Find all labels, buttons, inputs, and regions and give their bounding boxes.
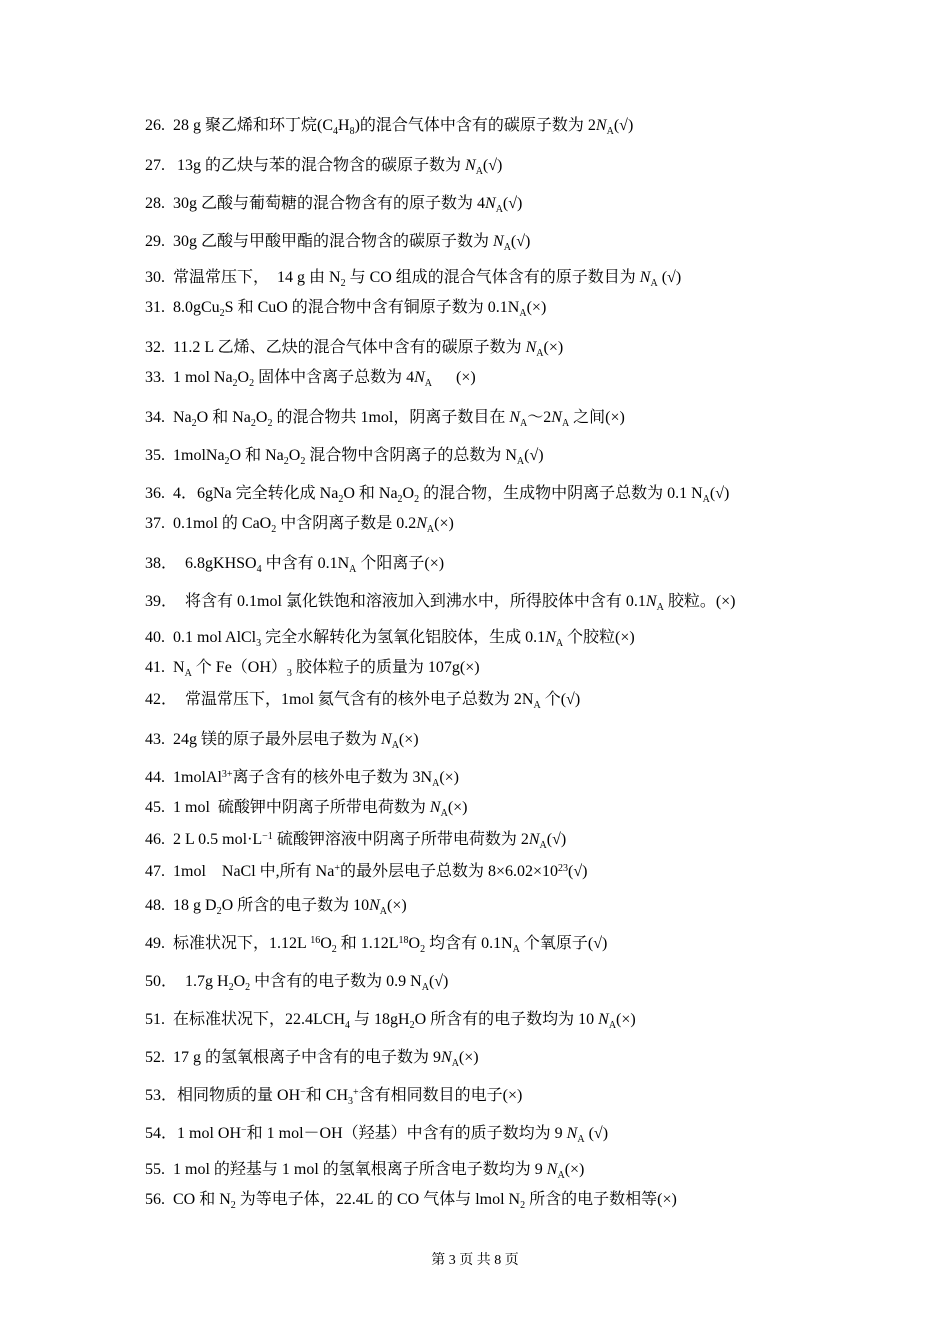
question-item (145, 484, 729, 504)
question-item (145, 338, 563, 358)
question-text: 0.1mol 的 CaO$_2$ 中含阴离子数是 $0.2N_A(\times)$ (165, 515, 454, 535)
question-text: 1 mol 硫酸钾中阴离子所带电荷数为 $N_A(\times)$ (165, 799, 468, 819)
question-number: 55. (145, 1161, 165, 1178)
question-item (145, 1086, 522, 1106)
question-text: 常温常压下， 14 g 由 $N_2$ 与 CO 组成的混合气体含有的原子数目为 $N_A$ (√) (165, 269, 682, 289)
question-text: 将含有 0.1mol 氯化铁饱和溶液加入到沸水中，所得胶体中含有 $0.1N_A$ 胶粒。(×) (177, 593, 736, 613)
question-number: 35. (145, 447, 165, 464)
question-number: 47. (145, 863, 165, 880)
question-item (145, 1010, 636, 1030)
question-item (145, 628, 635, 648)
question-number: 32. (145, 339, 165, 356)
question-number: 46. (145, 831, 165, 848)
question-text: 1 mol 的羟基与 1 mol 的氢氧根离子所含电子数均为 9 $N_A(\times)$ (165, 1161, 585, 1181)
question-item (145, 658, 480, 678)
question-number: 36. (145, 485, 165, 502)
question-text: 1.7g $H_2O_2$ 中含有的电子数为 0.9 $N_A(√)$ (177, 973, 449, 993)
question-item (145, 1160, 584, 1180)
question-text: 30g 乙酸与甲酸甲酯的混合物含的碳原子数为 $N_A(√)$ (165, 233, 531, 253)
question-number: 50． (145, 973, 178, 990)
question-text: 1molAl$^{3+}$离子含有的核外电子数为 $3N_A(\times)$ (165, 769, 460, 789)
question-text: 6.8gKHSO$_4$ 中含有 $0.1N_A$ 个阳离子(×) (177, 555, 445, 575)
question-number: 34. (145, 409, 165, 426)
question-item (145, 798, 468, 818)
question-number: 52. (145, 1049, 165, 1066)
question-number: 27. (145, 157, 165, 174)
question-item (145, 1124, 608, 1144)
question-number: 40. (145, 629, 165, 646)
question-text: 13g 的乙炔与苯的混合物含的碳原子数为 $N_A(√)$ (165, 157, 503, 177)
question-item (145, 156, 502, 176)
question-number: 51. (145, 1011, 165, 1028)
question-number: 37. (145, 515, 165, 532)
question-number: 54． (145, 1125, 178, 1142)
question-item (145, 592, 736, 612)
question-item (145, 268, 681, 288)
question-number: 49. (145, 935, 165, 952)
question-number: 45. (145, 799, 165, 816)
question-text: 11.2 L 乙烯、乙炔的混合气体中含有的碳原子数为 $N_A(\times)$ (165, 339, 564, 359)
question-text: $Na_2O$ 和 $Na_2O_2$ 的混合物共 1mol，阴离子数目在 $N_A\sim 2N_A$ 之间(×) (165, 409, 625, 429)
question-number: 38． (145, 555, 178, 572)
question-text: 2 L 0.5 $mol\cdot L^{-1}$ 硫酸钾溶液中阴离子所带电荷数为 $2N_A(√)$ (165, 831, 567, 851)
question-item (145, 232, 530, 252)
question-text: 24g 镁的原子最外层电子数为 $N_A(\times)$ (165, 731, 419, 751)
question-number: 39． (145, 593, 178, 610)
question-item (145, 298, 546, 318)
question-text: 1 mol $Na_2O_2$ 固体中含离子总数为 $4N_A$ (×) (165, 369, 476, 389)
question-text: 4．6gNa 完全转化成 $Na_2O$ 和 $Na_2O_2$ 的混合物，生成物中阴离子总数为 0.1 $N_A(√)$ (165, 485, 730, 505)
question-text: 1molNa$_2$O 和 $Na_2O_2$ 混合物中含阴离子的总数为 $N_A(√)$ (165, 447, 544, 467)
question-item (145, 554, 444, 574)
question-text: 30g 乙酸与葡萄糖的混合物含有的原子数为 $4N_A(√)$ (165, 195, 523, 215)
question-number: 33. (145, 369, 165, 386)
page-footer: 第 3 页 共 8 页 (431, 1253, 519, 1268)
question-text: 0.1 mol AlCl$_3$ 完全水解转化为氢氧化铝胶体，生成 $0.1N_A$ 个胶粒(×) (165, 629, 635, 649)
question-item (145, 768, 459, 788)
question-number: 42． (145, 691, 178, 708)
question-item (145, 1048, 479, 1068)
question-item (145, 194, 522, 214)
question-item (145, 514, 454, 534)
question-number: 44. (145, 769, 165, 786)
question-text: 8.0gCu$_2$S 和 CuO 的混合物中含有铜原子数为 $0.1N_A(\times)$ (165, 299, 547, 319)
question-item (145, 830, 566, 850)
question-number: 48. (145, 897, 165, 914)
question-item (145, 690, 580, 710)
question-text: 28 g 聚乙烯和环丁烷$(C_4H_8)$的混合气体中含有的碳原子数为 $2N_A(√)$ (165, 117, 634, 137)
question-item (145, 934, 607, 954)
question-item (145, 408, 625, 428)
question-text: 相同物质的量 OH−和 $CH_3^+$含有相同数目的电子(×) (177, 1087, 523, 1107)
question-text: $N_A$ 个 $Fe(OH)_3$ 胶体粒子的质量为 107g(×) (165, 659, 480, 679)
question-item (145, 1190, 677, 1210)
question-text: 18 g $D_2O$ 所含的电子数为 $10N_A(\times)$ (165, 897, 407, 917)
question-number: 29. (145, 233, 165, 250)
question-text: CO 和 $N_2$ 为等电子体，22.4L 的 CO 气体与 lmol $N_2$ 所含的电子数相等(×) (165, 1191, 677, 1211)
question-item (145, 862, 587, 882)
question-item (145, 972, 448, 992)
question-item (145, 116, 633, 136)
question-number: 31. (145, 299, 165, 316)
question-item (145, 730, 419, 750)
question-number: 43. (145, 731, 165, 748)
question-item (145, 368, 476, 388)
question-text: 标准状况下，1.12L $^{16}O_2$ 和 $1.12L^{18}O_2$ 均含有 $0.1N_A$ 个氧原子(√) (165, 935, 608, 955)
question-text: 常温常压下，1mol 氦气含有的核外电子总数为 $2N_A$ 个(√) (177, 691, 581, 711)
question-text: 1mol NaCl 中,所有 Na+的最外层电子总数为 $8\times 6.02\times 10^{23}(√)$ (165, 863, 588, 880)
question-text: 17 g 的氢氧根离子中含有的电子数为 $9N_A(\times)$ (165, 1049, 479, 1069)
question-item (145, 446, 544, 466)
question-number: 41. (145, 659, 165, 676)
question-number: 56. (145, 1191, 165, 1208)
question-item (145, 896, 407, 916)
question-text: 1 mol OH−和 1 mol－OH（羟基）中含有的质子数均为 9 $N_A$ (√) (177, 1125, 609, 1145)
question-number: 53． (145, 1087, 178, 1104)
question-number: 30. (145, 269, 165, 286)
question-number: 28. (145, 195, 165, 212)
question-text: 在标准状况下，$22.4LCH_4$ 与 $18gH_2O$ 所含有的电子数均为 10 $N_A(\times)$ (165, 1011, 636, 1031)
question-number: 26. (145, 117, 165, 134)
